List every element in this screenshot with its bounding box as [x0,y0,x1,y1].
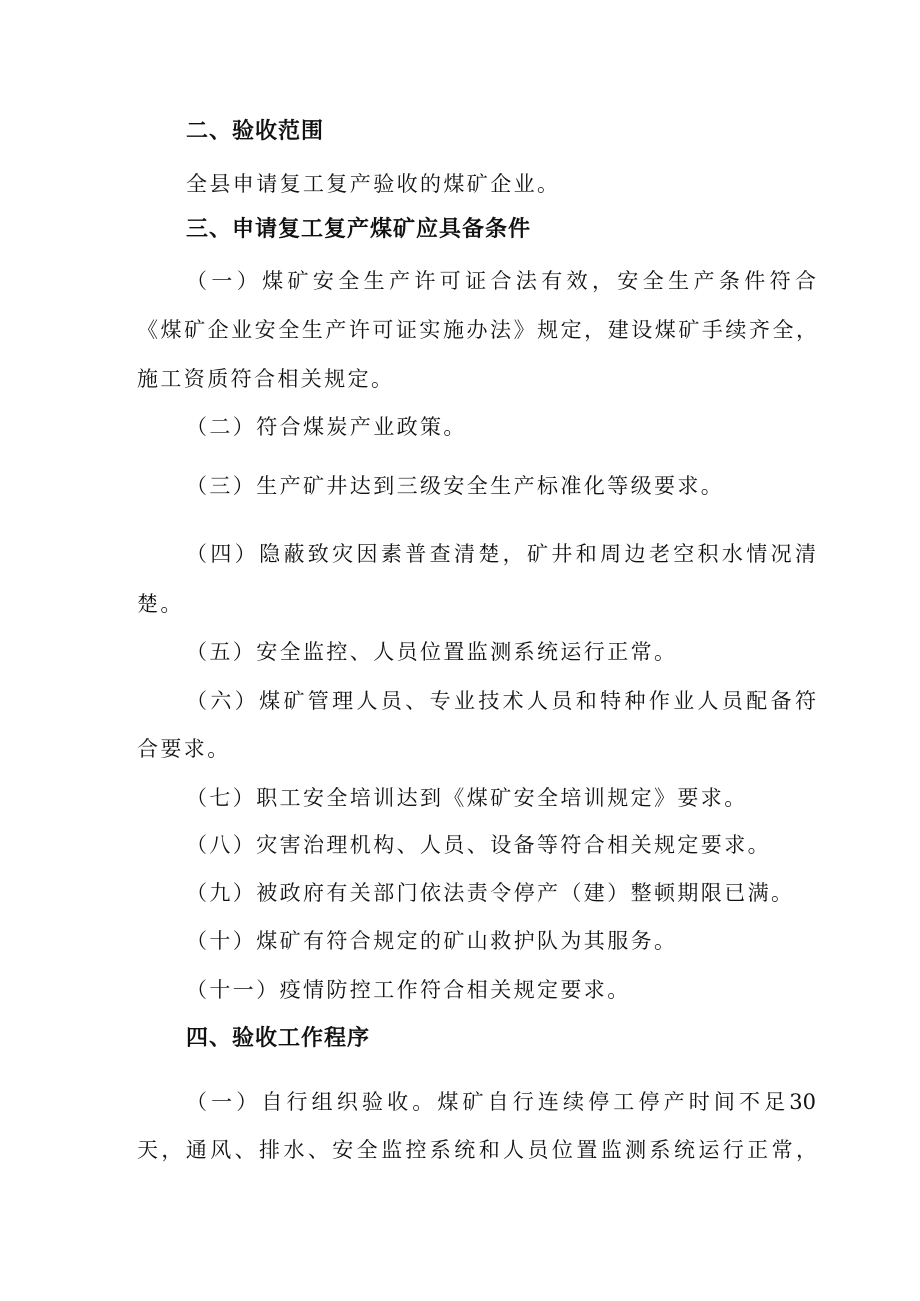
condition-2: （二）符合煤炭产业政策。 [186,415,467,439]
condition-1-line-2: 《煤矿企业安全生产许可证实施办法》规定，建设煤矿手续齐全， [137,318,817,342]
condition-6-line-2: 合要求。 [137,737,231,761]
condition-1-line-1: （一）煤矿安全生产许可证合法有效，安全生产条件符合 [186,269,816,293]
procedure-1-line-1: （一）自行组织验收。煤矿自行连续停工停产时间不足30 [186,1090,816,1114]
heading-scope: 二、验收范围 [186,119,325,144]
heading-conditions: 三、申请复工复产煤矿应具备条件 [186,217,532,242]
heading-procedure: 四、验收工作程序 [186,1026,371,1051]
condition-8: （八）灾害治理机构、人员、设备等符合相关规定要求。 [186,833,771,857]
condition-1-line-3: 施工资质符合相关规定。 [137,367,395,391]
condition-9: （九）被政府有关部门依法责令停产（建）整顿期限已满。 [186,881,795,905]
condition-6-line-1: （六）煤矿管理人员、专业技术人员和特种作业人员配备符 [186,689,816,713]
condition-4-line-2: 楚。 [137,592,184,616]
condition-4-line-1: （四）隐蔽致灾因素普查清楚，矿井和周边老空积水情况清 [186,542,816,566]
condition-5: （五）安全监控、人员位置监测系统运行正常。 [186,640,678,664]
condition-11: （十一）疫情防控工作符合相关规定要求。 [186,978,631,1002]
condition-10: （十）煤矿有符合规定的矿山救护队为其服务。 [186,929,678,953]
condition-3: （三）生产矿井达到三级安全生产标准化等级要求。 [186,474,725,498]
condition-7: （七）职工安全培训达到《煤矿安全培训规定》要求。 [186,786,748,810]
procedure-1-line-2: 天，通风、排水、安全监控系统和人员位置监测系统运行正常， [137,1138,817,1162]
scope-text: 全县申请复工复产验收的煤矿企业。 [186,172,561,196]
